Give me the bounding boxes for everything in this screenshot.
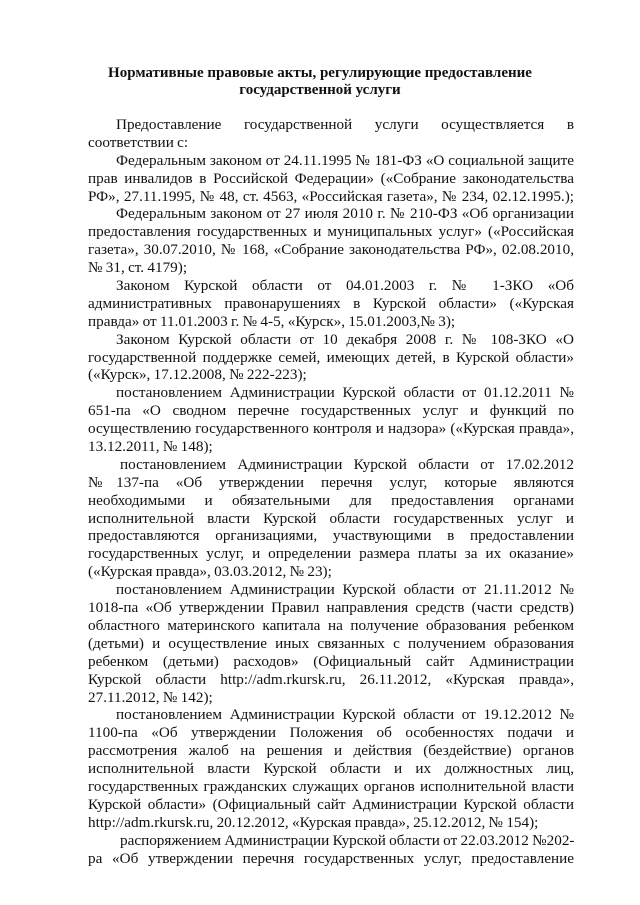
body-text-line: (детьми) и осуществление иных связанных с получением образования [88, 634, 574, 652]
document-title-line-2: государственной услуги [239, 82, 401, 98]
body-text-line: соответствии с: [88, 133, 189, 151]
body-text-line: http://adm.rkursk.ru, 20.12.2012, «Курская правда», 25.12.2012, № 154); [88, 813, 539, 831]
body-text-line: 27.11.2012, № 142); [88, 688, 213, 706]
body-text-line: постановлением Администрации Курской области от 19.12.2012 № [116, 706, 574, 724]
body-text-line: государственной поддержке семей, имеющих детей, в Курской области» [88, 348, 574, 366]
body-text-line: Курской области» (Официальный сайт Администрации Курской области [88, 795, 574, 813]
body-text-line: постановлением Администрации Курской области от 01.12.2011 № [116, 384, 574, 402]
body-text-line: РФ», 27.11.1995, № 48, ст. 4563, «Российская газета», № 234, 02.12.1995.); [88, 187, 574, 205]
body-text-line: правда» от 11.01.2003 г. № 4-5, «Курск», 15.01.2003,№ 3); [88, 312, 456, 330]
body-text-line: предоставления государственных и муниципальных услуг» («Российская [88, 223, 574, 241]
body-text-line: областного материнского капитала на получение образования ребенком [88, 616, 574, 634]
body-text-line: № 31, ст. 4179); [88, 259, 188, 277]
body-text-line: исполнительной власти Курской области государственных услуг и [88, 509, 574, 527]
body-text-line: №137-па «Об утверждении перечня услуг, которые являются [88, 473, 574, 491]
body-text-line: 1018-па «Об утверждении Правил направления средств (части средств) [88, 599, 574, 617]
body-text-line: постановлением Администрации Курской области от 17.02.2012 [120, 455, 574, 473]
body-text-line: рассмотрения жалоб на решения и действия (бездействие) органов [88, 742, 574, 760]
body-text-line: осуществлению государственного контроля и надзора» («Курская правда», [88, 420, 574, 438]
body-text-line: необходимыми и обязательными для предоставления органами [88, 491, 574, 509]
body-text-line: Федеральным законом от 24.11.1995 № 181-ФЗ «О социальной защите [116, 151, 574, 169]
body-text-line: ра «Об утверждении перечня государственных услуг, предоставление [88, 849, 574, 867]
body-text-line: Федеральным законом от 27 июля 2010 г. № 210-ФЗ «Об организации [116, 205, 574, 223]
body-text-line: административных правонарушениях в Курской области» («Курская [88, 294, 574, 312]
body-text-line: Курской области http://adm.rkursk.ru, 26.11.2012, «Курская правда», [88, 670, 574, 688]
body-text-line: прав инвалидов в Российской Федерации» («Собрание законодательства [88, 169, 574, 187]
body-text-line: («Курск», 17.12.2008, № 222-223); [88, 366, 307, 384]
body-text-line: 13.12.2011, № 148); [88, 438, 213, 456]
body-text-line: ребенком (детьми) расходов» (Официальный сайт Администрации [88, 652, 574, 670]
body-text-line: 651-па «О сводном перечне государственных услуг и функций по [88, 402, 574, 420]
body-text-line: государственных гражданских служащих органов исполнительной власти [88, 777, 574, 795]
body-text-line: Законом Курской области от 10 декабря 2008 г. № 108-ЗКО «О [116, 330, 574, 348]
body-text-line: распоряжением Администрации Курской области от 22.03.2012 №202- [120, 831, 575, 849]
body-text-line: постановлением Администрации Курской области от 21.11.2012 № [116, 581, 574, 599]
document-body [88, 116, 574, 867]
body-text-line: государственных услуг, и определении размера платы за их оказание» [88, 545, 574, 563]
body-text-line: («Курская правда», 03.03.2012, № 23); [88, 563, 332, 581]
body-text-line: газета», 30.07.2010, № 168, «Собрание законодательства РФ», 02.08.2010, [88, 241, 574, 259]
body-text-line: предоставляются организациями, участвующими в предоставлении [88, 527, 574, 545]
body-text-line: Предоставление государственной услуги осуществляется в [116, 116, 574, 133]
body-text-line: исполнительной власти Курской области и их должностных лиц, [88, 760, 574, 778]
body-text-line: 1100-па «Об утверждении Положения об особенностях подачи и [88, 724, 574, 742]
body-text-line: Законом Курской области от 04.01.2003 г. № 1-ЗКО «Об [116, 277, 574, 295]
document-title-line-1: Нормативные правовые акты, регулирующие предоставление [108, 65, 532, 81]
